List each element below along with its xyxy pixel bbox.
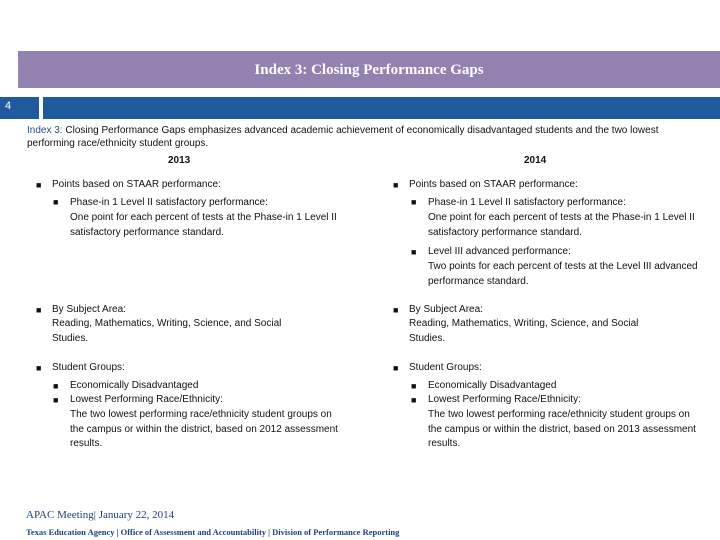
left-lowest-label: Lowest Performing Race/Ethnicity:	[70, 394, 223, 405]
square-bullet-icon: ■	[393, 180, 399, 190]
right-subject-label: By Subject Area:	[409, 304, 483, 315]
square-bullet-icon: ■	[36, 305, 42, 315]
square-bullet-icon: ■	[53, 381, 59, 391]
accent-bar	[43, 97, 720, 119]
slide-number: 4	[5, 100, 12, 112]
left-lowest-desc: The two lowest performing race/ethnicity student groups on the campus or within the district, based on 2012 assessment results.	[70, 409, 338, 449]
right-phase-in-desc: One point for each percent of tests at the Phase-in 1 Level II satisfactory performance standard.	[428, 212, 695, 238]
left-phase-in-desc: One point for each percent of tests at the Phase-in 1 Level II satisfactory performance standard.	[70, 212, 337, 238]
intro-highlight: Index 3:	[27, 125, 63, 136]
square-bullet-icon: ■	[36, 180, 42, 190]
right-level3-label: Level III advanced performance:	[428, 246, 571, 257]
column-heading-2013: 2013	[168, 155, 191, 166]
intro-text: Closing Performance Gaps emphasizes advanced academic achievement of economically disadvantaged students and the two lowest performing race/ethnicity student groups.	[27, 125, 659, 149]
column-heading-2014: 2014	[524, 155, 547, 166]
right-phase-in-label: Phase-in 1 Level II satisfactory performance:	[428, 197, 626, 208]
left-points-label: Points based on STAAR performance:	[52, 179, 221, 190]
right-level3-desc: Two points for each percent of tests at the Level III advanced performance standard.	[428, 261, 698, 287]
right-lowest-desc: The two lowest performing race/ethnicity student groups on the campus or within the district, based on 2013 assessment results.	[428, 409, 696, 449]
square-bullet-icon: ■	[411, 395, 417, 405]
right-lowest-label: Lowest Performing Race/Ethnicity:	[428, 394, 581, 405]
square-bullet-icon: ■	[53, 395, 59, 405]
left-subject-label: By Subject Area:	[52, 304, 126, 315]
footer-agency: Texas Education Agency | Office of Assessment and Accountability | Division of Performance Reporting	[26, 527, 400, 537]
square-bullet-icon: ■	[53, 197, 59, 207]
left-subject-desc: Reading, Mathematics, Writing, Science, and Social Studies.	[52, 318, 282, 344]
footer-meeting: APAC Meeting| January 22, 2014	[26, 509, 175, 521]
right-subject-desc: Reading, Mathematics, Writing, Science, and Social Studies.	[409, 318, 639, 344]
square-bullet-icon: ■	[411, 381, 417, 391]
left-phase-in-label: Phase-in 1 Level II satisfactory performance:	[70, 197, 268, 208]
right-groups-label: Student Groups:	[409, 362, 482, 373]
slide-number-box	[0, 97, 39, 119]
right-econ-group: Economically Disadvantaged	[428, 380, 557, 391]
left-groups-label: Student Groups:	[52, 362, 125, 373]
title-bar	[18, 51, 720, 88]
slide-title: Index 3: Closing Performance Gaps	[254, 62, 484, 78]
left-econ-group: Economically Disadvantaged	[70, 380, 199, 391]
square-bullet-icon: ■	[393, 363, 399, 373]
square-bullet-icon: ■	[411, 247, 417, 257]
square-bullet-icon: ■	[411, 197, 417, 207]
intro-paragraph	[27, 124, 697, 150]
square-bullet-icon: ■	[36, 363, 42, 373]
square-bullet-icon: ■	[393, 305, 399, 315]
right-points-label: Points based on STAAR performance:	[409, 179, 578, 190]
